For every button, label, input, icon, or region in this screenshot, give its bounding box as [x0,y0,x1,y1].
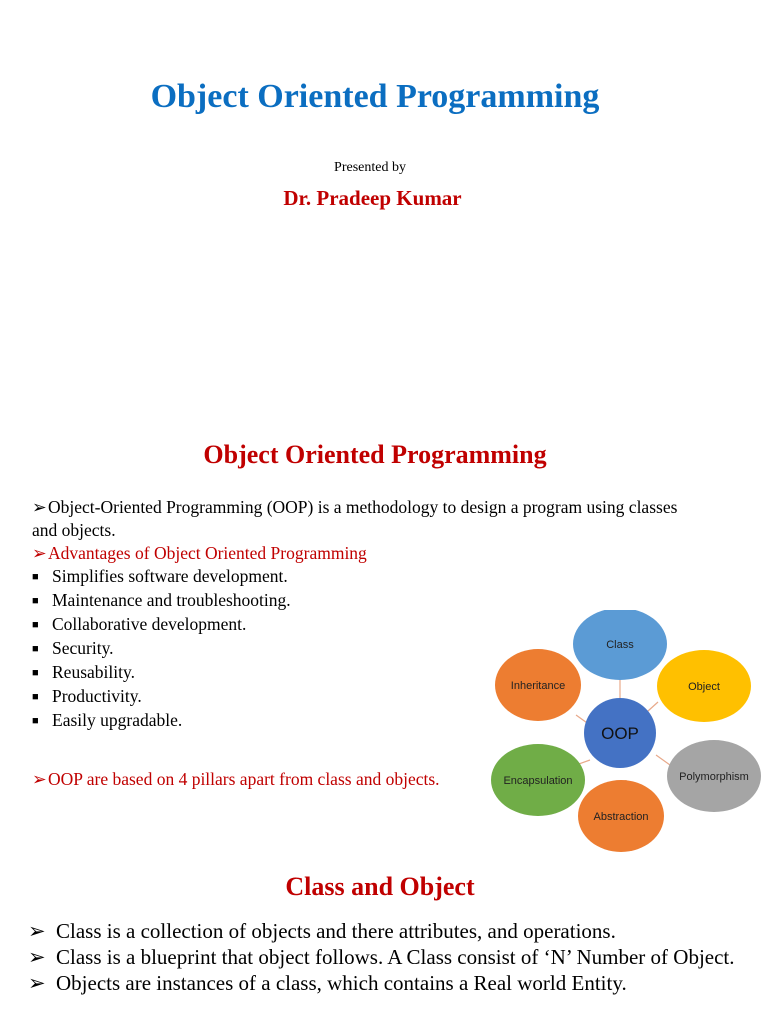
list-item-text: Productivity. [52,686,142,706]
connector-line [656,755,670,765]
list-item [28,944,748,970]
list-item-text: Simplifies software development. [52,566,288,586]
author-name: Dr. Pradeep Kumar [283,186,462,210]
square-bullet-icon: ■ [32,595,39,607]
title-slide [0,0,768,420]
slide-title: Object Oriented Programming [203,440,547,469]
polymorphism-label: Polymorphism [679,771,749,783]
list-item [28,918,748,944]
list-item [32,685,291,709]
intro-text: Object-Oriented Programming (OOP) is a methodology to design a program using classes and objects. [32,497,678,540]
slide-title: Class and Object [285,872,475,901]
intro-paragraph [32,496,692,542]
encapsulation-label: Encapsulation [503,775,573,787]
list-item-text: Reusability. [52,662,135,682]
main-title: Object Oriented Programming [150,78,600,115]
square-bullet-icon: ■ [32,619,39,631]
list-item-text: Maintenance and troubleshooting. [52,590,291,610]
class-label: Class [606,639,634,651]
square-bullet-icon: ■ [32,643,39,655]
list-item [28,970,748,996]
arrow-bullet-icon: ➢ [28,971,46,995]
class-object-slide [0,860,768,1024]
arrow-bullet-icon: ➢ [32,543,47,563]
oop-diagram-svg [488,610,768,860]
square-bullet-icon: ■ [32,691,39,703]
oop-overview-slide [0,420,768,860]
square-bullet-icon: ■ [32,571,39,583]
arrow-bullet-icon: ➢ [28,919,46,943]
list-item [32,613,291,637]
presented-by-label: Presented by [334,160,406,175]
pillars-note-text: OOP are based on 4 pillars apart from class and objects. [48,769,440,789]
list-item-text: Class is a collection of objects and there attributes, and operations. [56,919,616,943]
object-label: Object [688,681,720,693]
list-item-text: Security. [52,638,114,658]
arrow-bullet-icon: ➢ [32,497,47,517]
advantages-heading-text: Advantages of Object Oriented Programming [48,543,367,563]
list-item-text: Collaborative development. [52,614,247,634]
square-bullet-icon: ■ [32,715,39,727]
list-item [32,661,291,685]
oop-pillars-diagram [488,610,768,860]
list-item-text: Easily upgradable. [52,710,183,730]
pillars-note [32,768,482,791]
list-item-text: Objects are instances of a class, which contains a Real world Entity. [56,971,627,995]
arrow-bullet-icon: ➢ [32,769,47,789]
advantages-list [32,565,291,733]
list-item [32,709,291,733]
list-item-text: Class is a blueprint that object follows. A Class consist of ‘N’ Number of Object. [56,945,735,969]
advantages-heading [32,542,692,565]
arrow-bullet-icon: ➢ [28,945,46,969]
center-label: OOP [601,724,639,743]
square-bullet-icon: ■ [32,667,39,679]
abstraction-label: Abstraction [593,811,649,823]
list-item [32,637,291,661]
list-item [32,565,291,589]
class-object-points [28,918,748,996]
list-item [32,589,291,613]
inheritance-label: Inheritance [510,680,566,692]
